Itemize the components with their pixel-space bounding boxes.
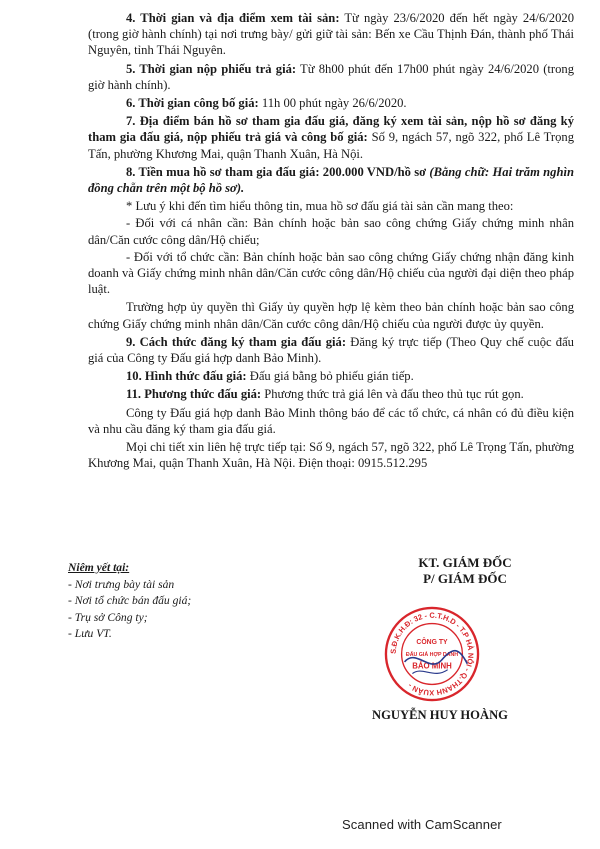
section-6-text: 11h 00 phút ngày 26/6/2020. [258, 96, 407, 111]
seal-line-1: CÔNG TY [416, 639, 448, 647]
notice-text: * Lưu ý khi đến tìm hiểu thông tin, mua hồ sơ đấu giá tài sản cần mang theo: [126, 199, 514, 214]
section-7 [88, 113, 574, 162]
posting-list [68, 560, 268, 643]
seal-ring-text: S.Đ.K.H.Đ: 32 - C.T.H.D - T.P HÀ NỘI - Q.THANH XUÂN - [388, 610, 476, 698]
section-8-note: (Bằng chữ: Hai trăm nghìn đồng chẵn trên một bộ hồ sơ). [88, 164, 574, 196]
seal-line-2: ĐẤU GIÁ HỢP DANH [405, 651, 459, 658]
section-5-text: Từ 8h00 phút đến 17h00 phút ngày 24/6/2020 (trong giờ hành chính). [88, 61, 574, 92]
organization-requirement: - Đối với tổ chức cần: Bản chính hoặc bản sao công chứng Giấy chứng nhận đăng kinh doanh và Giấy chứng minh nhân dân/Căn cước công dân/Hộ chiếu của người đại diện theo pháp luật. [88, 249, 574, 297]
company-seal [383, 605, 481, 703]
seal-line-3: BẢO MINH [412, 661, 452, 671]
section-8 [88, 164, 574, 196]
section-4-label: 4. Thời gian và địa điểm xem tài sản: [126, 11, 340, 25]
section-4 [88, 10, 574, 59]
section-4-text: Từ ngày 23/6/2020 đến hết ngày 24/6/2020 (trong giờ hành chính) tại nơi trưng bày/ gửi giữ tài sản: Bến xe Cầu Thịnh Đán, thành phố Thái Nguyên, tỉnh Thái Nguyên. [88, 11, 574, 58]
section-5 [88, 61, 574, 93]
section-7-label: 7. Địa điểm bán hồ sơ tham gia đấu giá, đăng ký xem tài sản, nộp hồ sơ đăng ký tham gia đấu giá, nộp phiếu trả giá và công bố giá: [88, 114, 574, 145]
section-10-text: Đấu giá bằng bỏ phiếu gián tiếp. [246, 369, 414, 384]
contact-info: Mọi chi tiết xin liên hệ trực tiếp tại: Số 9, ngách 57, ngõ 322, phố Lê Trọng Tấn, phường Khương Mai, quận Thanh Xuân, Hà Nội. Điện thoại: 0915.512.295 [88, 440, 574, 471]
section-11 [88, 386, 574, 402]
signature-block [350, 555, 580, 587]
posting-item: - Nơi trưng bày tài sản [68, 577, 175, 591]
document-body [88, 10, 574, 473]
section-11-label: 11. Phương thức đấu giá: [126, 387, 262, 402]
section-9-label: 9. Cách thức đăng ký tham gia đấu giá: [126, 334, 347, 349]
company-notice: Công ty Đấu giá hợp danh Bảo Minh thông báo để các tổ chức, cá nhân có đủ điều kiện và nhu cầu đăng ký tham gia đấu giá. [88, 405, 574, 436]
section-9 [88, 334, 574, 366]
camscanner-watermark: Scanned with CamScanner [342, 817, 502, 832]
section-6-label: 6. Thời gian công bố giá: [126, 96, 259, 111]
section-9-text: Đăng ký trực tiếp (Theo Quy chế cuộc đấu giá của Công ty Đấu giá hợp danh Bảo Minh). [88, 334, 574, 366]
section-10-label: 10. Hình thức đấu giá: [126, 369, 247, 384]
authorization-text: Trường hợp ủy quyền thì Giấy ủy quyền hợp lệ kèm theo bản chính hoặc bản sao công chứng Giấy chứng minh nhân dân/Căn cước công dân/Hộ chiếu của người được ủy quyền. [88, 300, 574, 331]
posting-item: - Nơi tổ chức bán đấu giá; [68, 594, 192, 608]
signature-title-2: P/ GIÁM ĐỐC [423, 571, 507, 586]
posting-item: - Trụ sở Công ty; [68, 610, 148, 624]
section-8-label: 8. Tiền mua hồ sơ tham gia đấu giá: 200.000 VND/hồ sơ [126, 164, 427, 179]
section-10 [88, 368, 574, 384]
section-7-text: Số 9, ngách 57, ngõ 322, phố Lê Trọng Tấn, phường Khương Mai, quận Thanh Xuân, Hà Nội. [88, 130, 574, 161]
section-6 [88, 95, 574, 111]
section-5-label: 5. Thời gian nộp phiếu trả giá: [126, 61, 297, 76]
signer-name: NGUYỄN HUY HOÀNG [372, 708, 508, 722]
signature-title-1: KT. GIÁM ĐỐC [418, 555, 512, 570]
posting-heading: Niêm yết tại: [68, 561, 130, 574]
individual-requirement: - Đối với cá nhân cần: Bản chính hoặc bản sao công chứng Giấy chứng minh nhân dân/Căn cước công dân/Hộ chiếu; [88, 216, 574, 247]
section-11-text: Phương thức trả giá lên và đấu theo thủ tục rút gọn. [261, 387, 524, 402]
posting-item: - Lưu VT. [68, 627, 112, 641]
